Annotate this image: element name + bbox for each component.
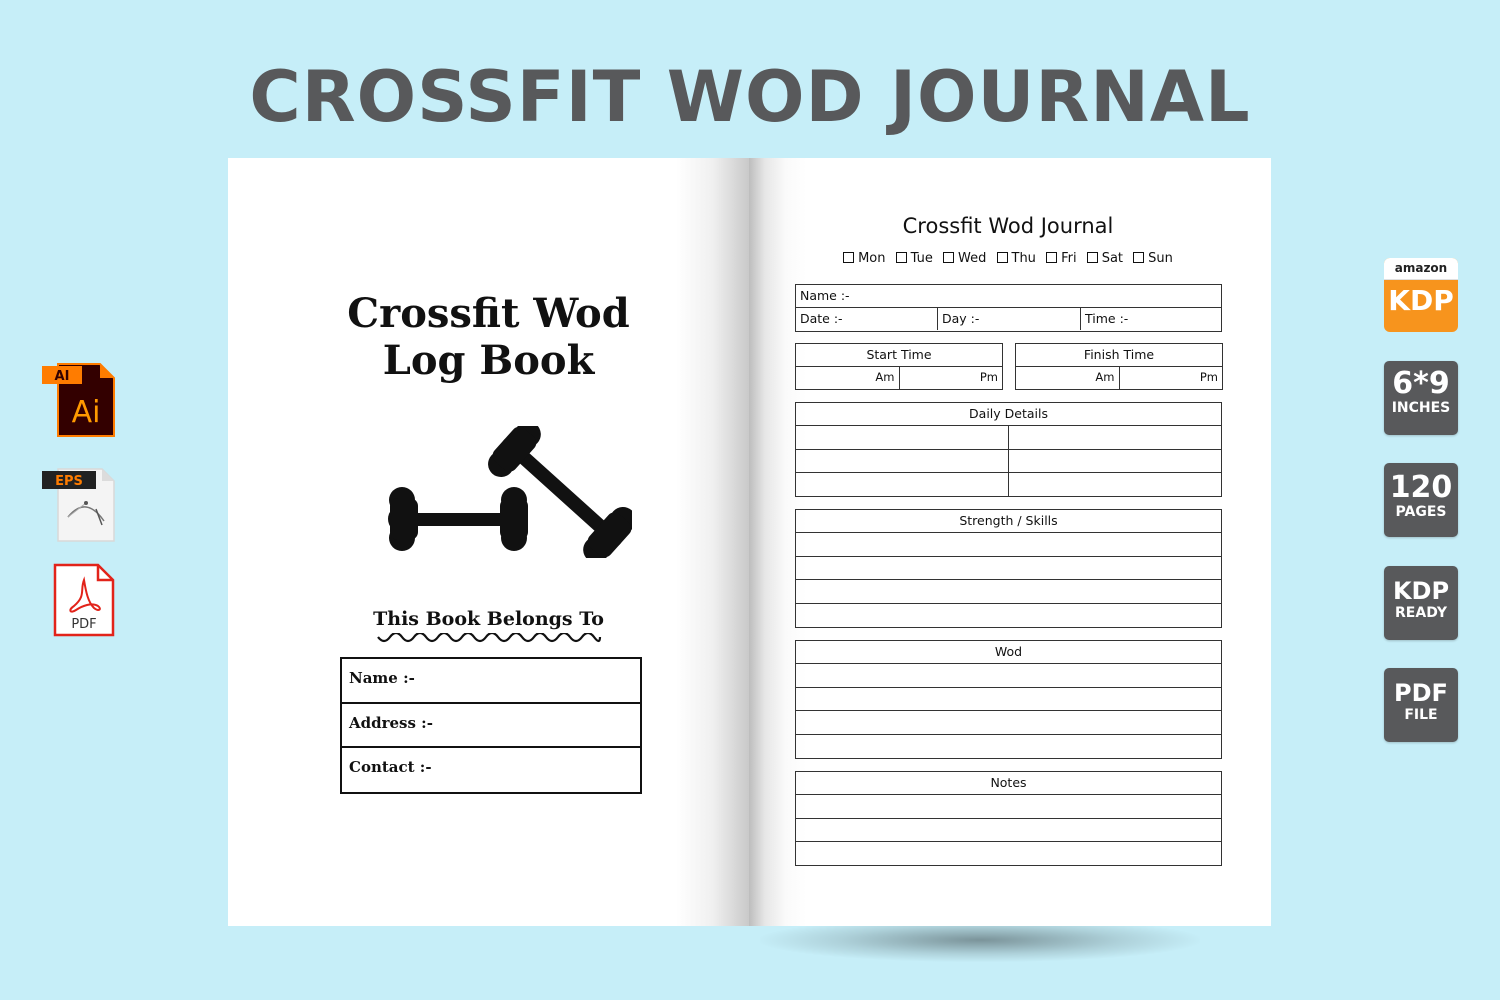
- finish-time-ampm: [1016, 367, 1222, 389]
- day-field: Day :-: [938, 308, 1081, 330]
- book-left-page: [228, 158, 749, 926]
- checkbox-icon: [997, 252, 1008, 263]
- kdp-ready-top: KDP: [1392, 577, 1450, 605]
- day-sun: [1133, 251, 1173, 266]
- ai-file-icon: [42, 362, 116, 438]
- checkbox-icon: [1133, 252, 1144, 263]
- wod-table: [795, 640, 1222, 759]
- day-label: Fri: [1061, 251, 1077, 266]
- eps-file-icon: [42, 467, 116, 543]
- notes-table: [795, 771, 1222, 866]
- strength-skills-header: Strength / Skills: [796, 510, 1221, 533]
- owner-address-field: Address :-: [342, 704, 640, 749]
- day-wed: [943, 251, 986, 266]
- owner-info-box: [340, 657, 642, 794]
- table-row: [796, 795, 1221, 819]
- am-label: Am: [1016, 367, 1120, 389]
- table-row: [796, 664, 1221, 688]
- daily-details-header: Daily Details: [796, 403, 1221, 426]
- day-label: Wed: [958, 251, 987, 266]
- kdp-label: KDP: [1388, 284, 1454, 317]
- am-label: Am: [796, 367, 900, 389]
- table-row: [796, 426, 1221, 450]
- ai-label: Ai: [71, 395, 101, 430]
- checkbox-icon: [1087, 252, 1098, 263]
- cover-title-line1: Crossfit Wod: [347, 290, 630, 337]
- table-row: [796, 533, 1221, 557]
- finish-time-header: Finish Time: [1016, 344, 1222, 367]
- kdp-ready-bottom: READY: [1395, 605, 1447, 621]
- pdf-badge-top: PDF: [1394, 679, 1448, 707]
- pdf-file-icon: [52, 562, 116, 638]
- day-mon: [843, 251, 885, 266]
- size-badge: [1384, 361, 1458, 435]
- day-label: Tue: [910, 251, 933, 266]
- name-field: Name :-: [796, 285, 1221, 308]
- owner-name-field: Name :-: [342, 659, 640, 704]
- pages-value: 120: [1389, 470, 1453, 505]
- finish-time-table: [1015, 343, 1223, 390]
- amazon-kdp-badge: [1384, 258, 1458, 332]
- day-thu: [997, 251, 1036, 266]
- checkbox-icon: [1046, 252, 1057, 263]
- day-label: Mon: [858, 251, 886, 266]
- journal-title: Crossfit Wod Journal: [902, 214, 1114, 238]
- checkbox-icon: [843, 252, 854, 263]
- checkbox-icon: [943, 252, 954, 263]
- kdp-ready-badge: [1384, 566, 1458, 640]
- day-label: Thu: [1011, 251, 1036, 266]
- table-row: [796, 819, 1221, 843]
- time-field: Time :-: [1085, 311, 1129, 326]
- wave-divider: [376, 633, 602, 647]
- pdf-badge-bottom: FILE: [1404, 707, 1438, 723]
- book-right-page: [749, 158, 1271, 926]
- table-row: [796, 580, 1221, 604]
- start-time-table: [795, 343, 1003, 390]
- size-value: 6*9: [1392, 366, 1450, 401]
- dumbbells-icon: [386, 426, 632, 558]
- table-row: [796, 688, 1221, 712]
- table-row: [796, 557, 1221, 581]
- start-time-ampm: [796, 367, 1002, 389]
- table-row: [796, 735, 1221, 759]
- cover-title-line2: Log Book: [382, 337, 595, 384]
- belongs-to-heading: This Book Belongs To: [373, 608, 604, 630]
- day-label: Sat: [1101, 251, 1124, 266]
- page-title: CROSSFIT WOD JOURNAL: [249, 56, 1251, 138]
- eps-tag: EPS: [55, 474, 83, 489]
- date-day-time-row: [796, 308, 1221, 330]
- owner-contact-field: Contact :-: [349, 758, 432, 776]
- strength-skills-table: [795, 509, 1222, 628]
- day-fri: [1046, 251, 1077, 266]
- table-row: [796, 711, 1221, 735]
- pdf-label: PDF: [71, 617, 97, 632]
- pm-label: Pm: [979, 370, 998, 384]
- pdf-file-badge: [1384, 668, 1458, 742]
- daily-details-table: [795, 402, 1222, 497]
- table-row: [796, 604, 1221, 628]
- ai-tag: AI: [54, 369, 70, 384]
- notes-header: Notes: [796, 772, 1221, 795]
- table-row: [796, 842, 1221, 866]
- size-unit: INCHES: [1391, 400, 1451, 416]
- wod-header: Wod: [796, 641, 1221, 664]
- pages-unit: PAGES: [1395, 504, 1447, 520]
- weekday-checklist: [795, 251, 1221, 266]
- day-label: Sun: [1148, 251, 1173, 266]
- table-row: [796, 450, 1221, 474]
- table-row: [796, 473, 1221, 497]
- name-date-table: [795, 284, 1222, 332]
- cover-title: [228, 290, 749, 384]
- date-field: Date :-: [796, 308, 938, 330]
- pages-badge: [1384, 463, 1458, 537]
- checkbox-icon: [896, 252, 907, 263]
- pm-label: Pm: [1199, 370, 1218, 384]
- start-time-header: Start Time: [796, 344, 1002, 367]
- day-sat: [1087, 251, 1123, 266]
- amazon-logo: amazon: [1384, 258, 1458, 280]
- day-tue: [896, 251, 933, 266]
